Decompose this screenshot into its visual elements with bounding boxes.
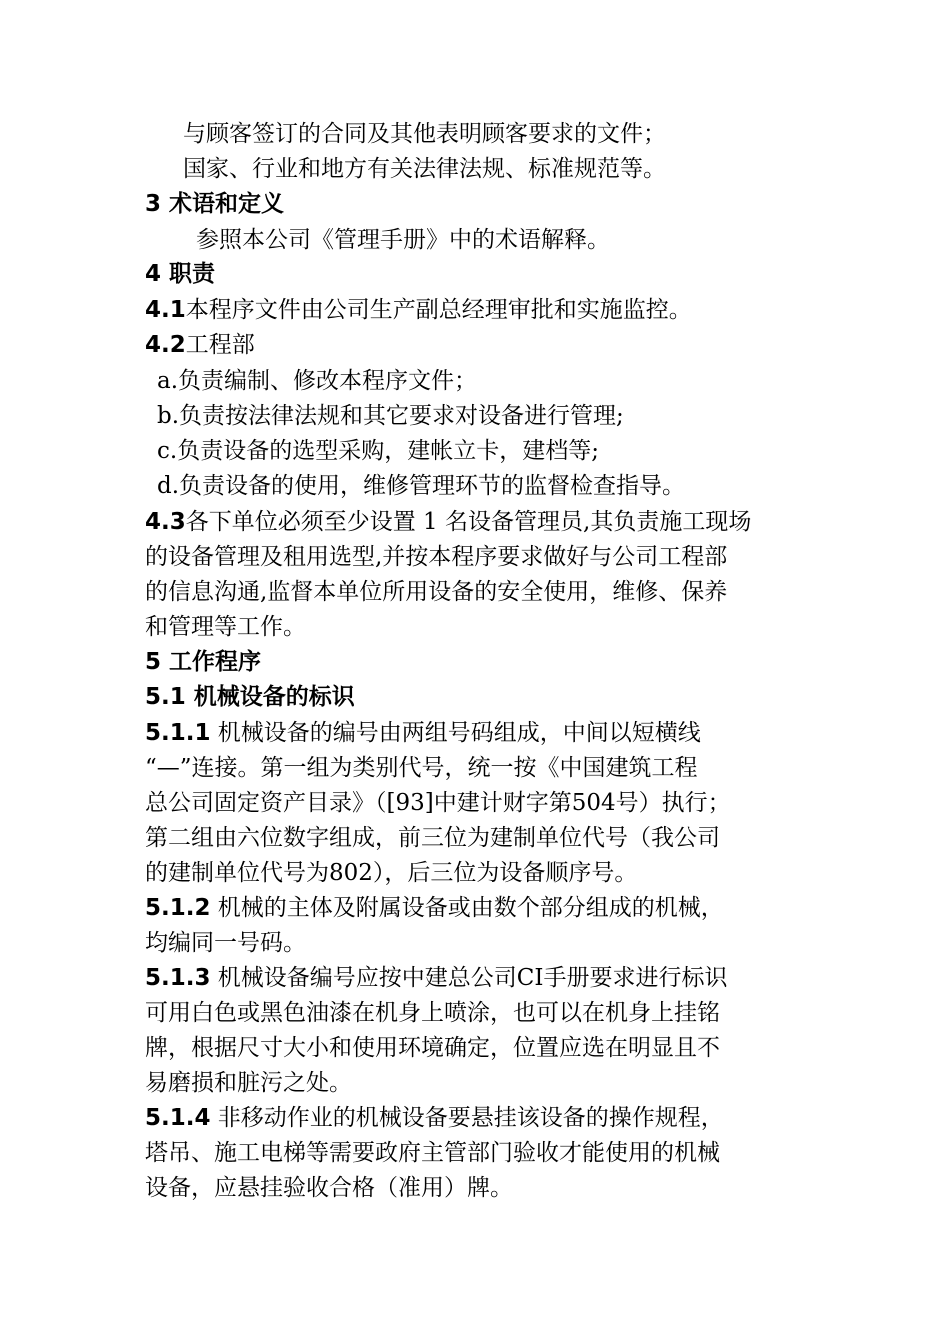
text-line: 均编同一号码。	[145, 930, 306, 956]
clause-text: 机械设备的编号由两组号码组成，中间以短横线	[210, 720, 701, 746]
list-item: a.负责编制、修改本程序文件；	[157, 368, 478, 394]
text-line	[145, 293, 815, 328]
list-item: b.负责按法律法规和其它要求对设备进行管理;	[157, 403, 624, 429]
text-line: 参照本公司《管理手册》中的术语解释。	[196, 227, 610, 253]
text-line: 和管理等工作。	[145, 614, 306, 640]
text-line: 的设备管理及租用选型,并按本程序要求做好与公司工程部	[145, 544, 728, 570]
text-line: 总公司固定资产目录》（[93]中建计财字第504号）执行；	[145, 790, 731, 816]
text-line: 的建制单位代号为802），后三位为设备顺序号。	[145, 860, 638, 886]
text-line: 的信息沟通,监督本单位所用设备的安全使用，维修、保养	[145, 579, 728, 605]
clause-number: 4.3	[145, 509, 186, 535]
text-line	[145, 328, 815, 363]
text-line: 设备，应悬挂验收合格（准用）牌。	[145, 1175, 513, 1201]
section-heading: 3 术语和定义	[145, 191, 285, 217]
section-heading: 4 职责	[145, 261, 216, 287]
clause-text: 机械设备编号应按中建总公司CI手册要求进行标识	[210, 965, 728, 991]
text-line: 塔吊、施工电梯等需要政府主管部门验收才能使用的机械	[145, 1140, 720, 1166]
clause-text: 非移动作业的机械设备要悬挂该设备的操作规程，	[210, 1105, 724, 1131]
text-line	[145, 716, 815, 751]
text-line: 易磨损和脏污之处。	[145, 1070, 352, 1096]
subsection-heading: 5.1 机械设备的标识	[145, 684, 355, 710]
list-item: d.负责设备的使用，维修管理环节的监督检查指导。	[157, 473, 686, 499]
text-line	[145, 961, 815, 996]
section-heading: 5 工作程序	[145, 649, 262, 675]
clause-number: 5.1.3	[145, 965, 211, 991]
text-line: 国家、行业和地方有关法律法规、标准规范等。	[183, 156, 666, 182]
text-line: 与顾客签订的合同及其他表明顾客要求的文件；	[183, 121, 666, 147]
text-line: 第二组由六位数字组成，前三位为建制单位代号（我公司	[145, 825, 720, 851]
list-item: c.负责设备的选型采购，建帐立卡，建档等;	[157, 438, 599, 464]
text-line: 牌，根据尺寸大小和使用环境确定，位置应选在明显且不	[145, 1035, 720, 1061]
text-line	[145, 1101, 815, 1136]
clause-number: 4.1	[145, 297, 186, 323]
text-line: “—”连接。第一组为类别代号，统一按《中国建筑工程	[145, 755, 698, 781]
clause-text: 工程部	[185, 332, 255, 358]
clause-text: 本程序文件由公司生产副总经理审批和实施监控。	[185, 297, 692, 323]
text-line: 可用白色或黑色油漆在机身上喷涂，也可以在机身上挂铭	[145, 1000, 720, 1026]
clause-number: 4.2	[145, 332, 186, 358]
clause-number: 5.1.1	[145, 720, 211, 746]
text-line	[145, 891, 815, 926]
clause-number: 5.1.2	[145, 895, 211, 921]
clause-number: 5.1.4	[145, 1105, 211, 1131]
text-line	[145, 505, 815, 540]
clause-text: 各下单位必须至少设置 1 名设备管理员,其负责施工现场	[185, 509, 752, 535]
clause-text: 机械的主体及附属设备或由数个部分组成的机械，	[210, 895, 724, 921]
